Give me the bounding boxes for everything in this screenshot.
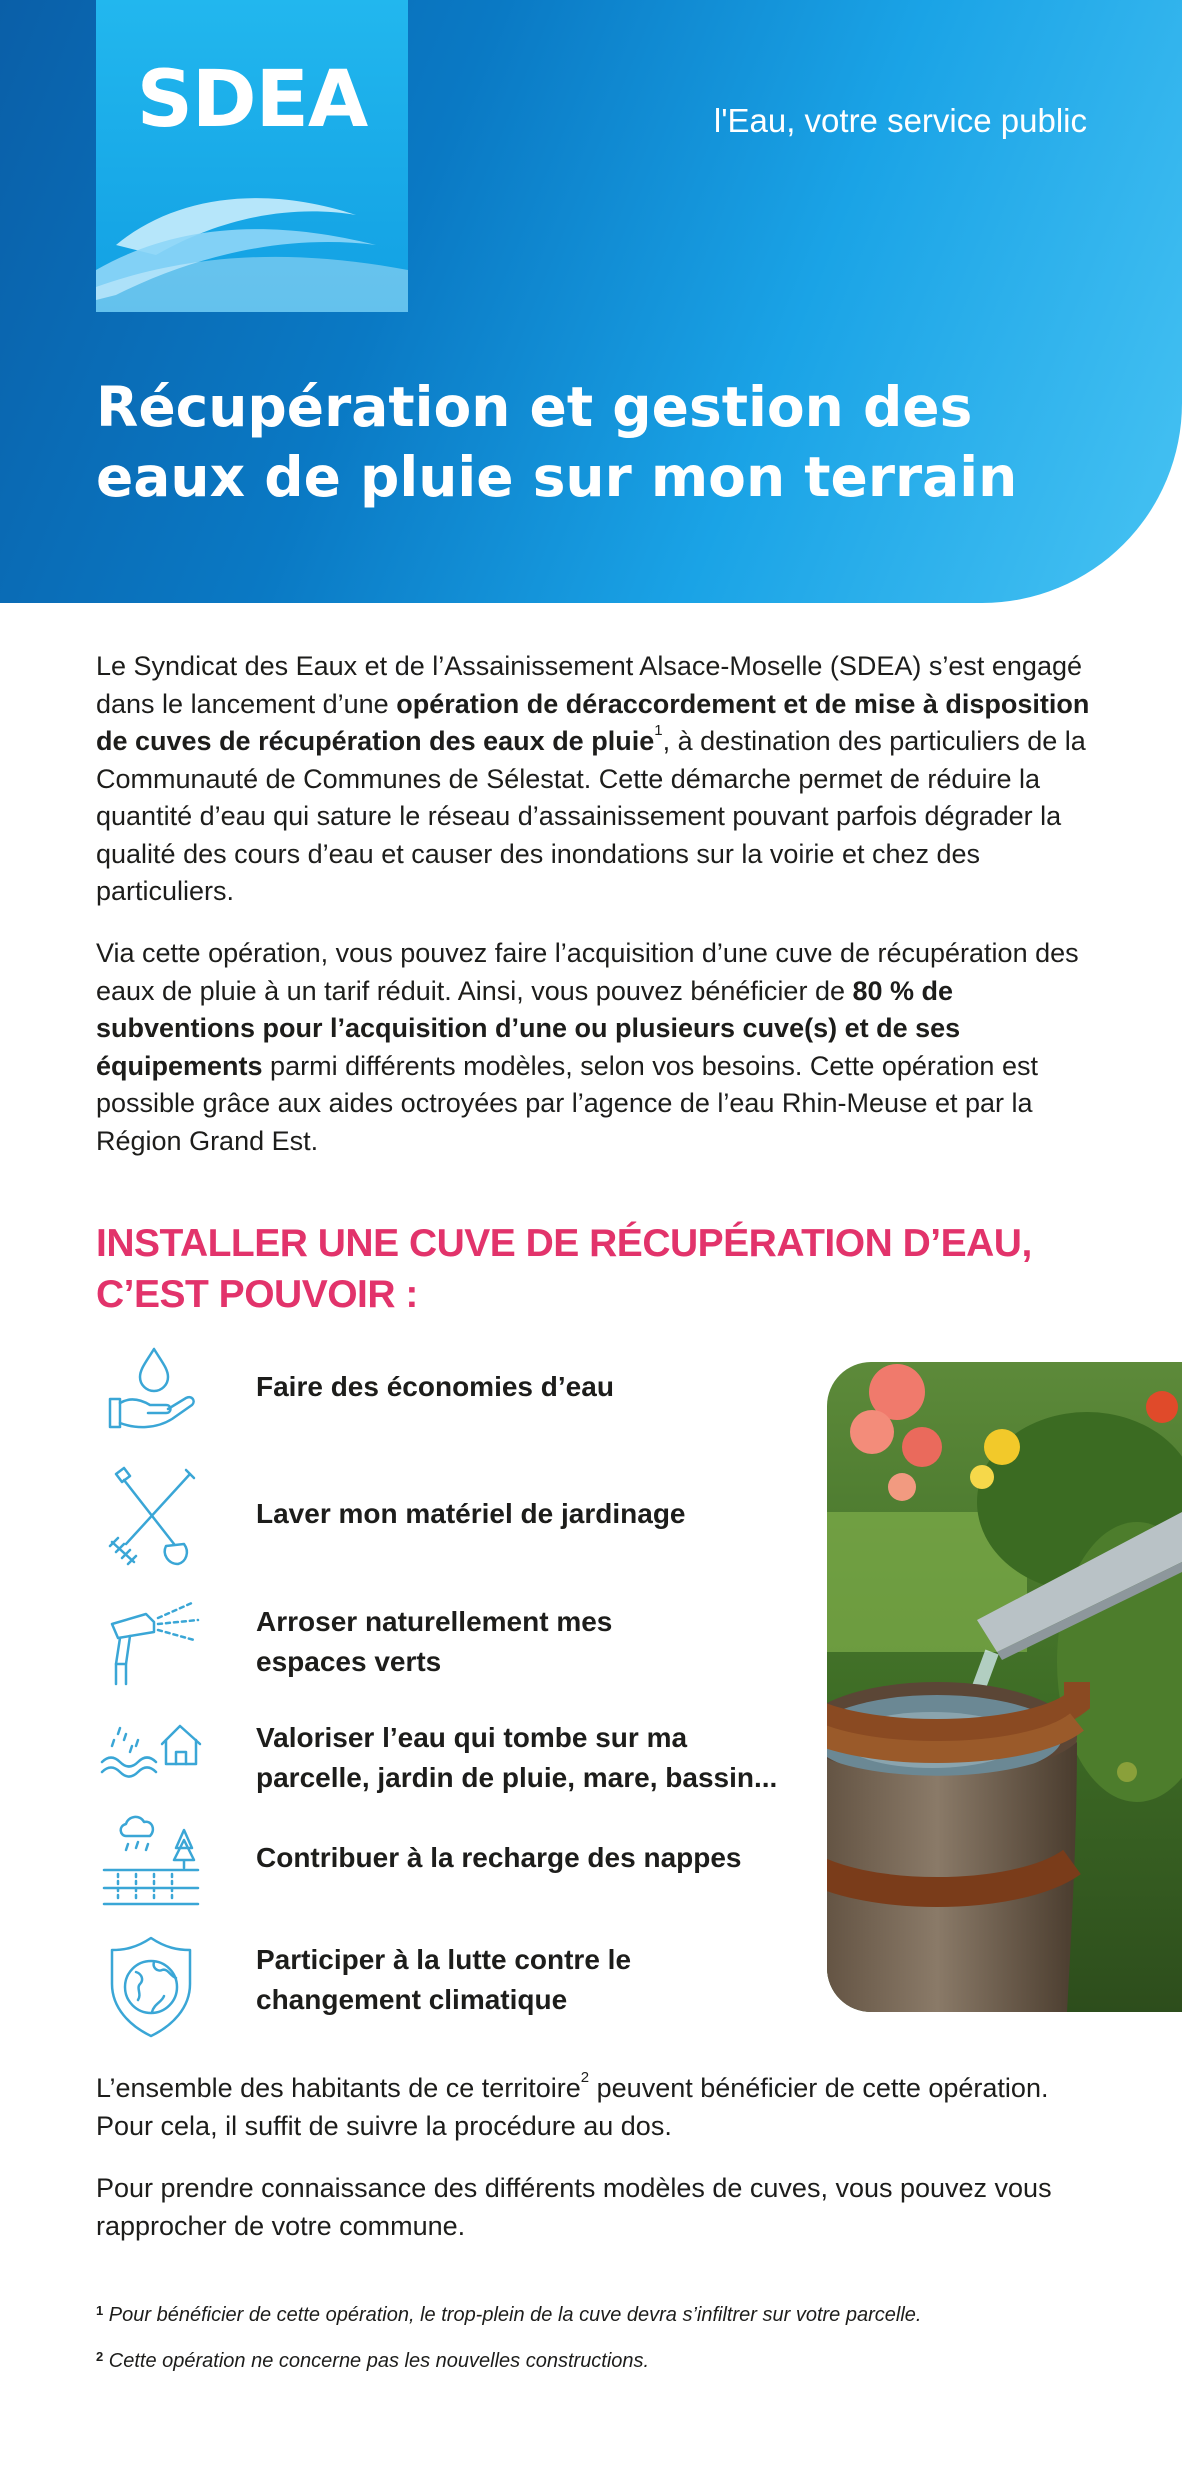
groundwater-recharge-icon xyxy=(96,1808,206,1918)
benefit-label xyxy=(256,1718,856,1798)
garden-tools-icon xyxy=(96,1462,206,1572)
footnote-text: Pour bénéficier de cette opération, le trop-plein de la cuve devra s’infiltrer sur votre parcelle. xyxy=(103,2304,922,2326)
water-drop-hand-icon xyxy=(96,1337,206,1447)
benefit-item xyxy=(96,1932,836,2042)
intro-text: Via cette opération, vous pouvez faire l’acquisition d’une cuve de récupération des eaux de pluie à un tarif réduit. Ainsi, vous pouvez bénéficier de xyxy=(96,938,1079,1006)
intro-paragraph-1 xyxy=(96,648,1096,911)
benefit-label: Contribuer à la recharge des nappes xyxy=(256,1842,742,1873)
sdea-logo xyxy=(96,0,408,312)
page-title xyxy=(96,372,1096,512)
outro-text: peuvent bénéficier de cette opération. Pour cela, il suffit de suivre la procédure au dos. xyxy=(96,2073,1049,2141)
title-line-2: eaux de pluie sur mon terrain xyxy=(96,445,1018,509)
intro-bold: opération de déraccordement et de mise à disposition de cuves de récupération des eaux de pluie xyxy=(96,688,1090,756)
benefit-item xyxy=(96,1592,836,1702)
benefit-label-line-1: Participer à la lutte contre le xyxy=(256,1944,632,1975)
rain-barrel-photo xyxy=(827,1362,1182,2012)
intro-text: parmi différents modèles, selon vos besoins. Cette opération est possible grâce aux aides octroyées par l’agence de l’eau Rhin-Meuse et par la Région Grand Est. xyxy=(96,1050,1038,1156)
outro-text: L’ensemble des habitants de ce territoire xyxy=(96,2073,581,2103)
benefit-item xyxy=(96,1808,836,1918)
header-banner xyxy=(0,0,1182,603)
intro-text: , à destination des particuliers de la Communauté de Communes de Sélestat. Cette démarche permet de réduire la quantité d’eau qui sature le réseau d’assainissement pouvant parfois dégrader la qualité des cours d’eau et causer des inondations sur la voirie et chez des particuliers. xyxy=(96,726,1086,906)
benefit-label: Faire des économies d’eau xyxy=(256,1371,614,1402)
house-water-icon xyxy=(96,1700,206,1810)
logo-text: SDEA xyxy=(136,55,368,145)
benefit-label-line-2: parcelle, jardin de pluie, mare, bassin... xyxy=(256,1762,778,1793)
benefit-item xyxy=(96,1700,836,1810)
benefit-label-line-1: Arroser naturellement mes xyxy=(256,1606,613,1637)
wave-icon xyxy=(96,175,408,312)
footnote-2 xyxy=(96,2350,649,2373)
benefit-label xyxy=(256,1940,856,2020)
outro-paragraph-1 xyxy=(96,2070,1096,2145)
footnote-ref-1: 1 xyxy=(654,722,663,739)
section-title xyxy=(96,1218,1096,1320)
benefit-label-line-2: espaces verts xyxy=(256,1646,442,1677)
benefit-item xyxy=(96,1462,836,1572)
benefit-label-line-2: changement climatique xyxy=(256,1984,568,2015)
benefit-label xyxy=(256,1602,856,1682)
title-line-1: Récupération et gestion des xyxy=(96,375,973,439)
outro-paragraph-2: Pour prendre connaissance des différents modèles de cuves, vous pouvez vous rapprocher de votre commune. xyxy=(96,2173,1052,2241)
footnote-text: Cette opération ne concerne pas les nouvelles constructions. xyxy=(103,2350,650,2372)
section-title-line-2: C’EST POUVOIR : xyxy=(96,1273,418,1316)
benefit-item xyxy=(96,1337,836,1447)
footnote-1 xyxy=(96,2304,921,2327)
globe-shield-icon xyxy=(96,1932,206,2042)
benefit-label-line-1: Valoriser l’eau qui tombe sur ma xyxy=(256,1722,688,1753)
section-title-line-1: INSTALLER UNE CUVE DE RÉCUPÉRATION D’EAU, xyxy=(96,1222,1032,1265)
intro-bold: 80 % de subventions pour l’acquisition d’une ou plusieurs cuve(s) et de ses équipements xyxy=(96,975,961,1081)
intro-text: Le Syndicat des Eaux et de l’Assainissement Alsace-Moselle (SDEA) s’est engagé dans le lancement d’une xyxy=(96,651,1083,719)
intro-paragraph-2 xyxy=(96,935,1096,1160)
tagline: l'Eau, votre service public xyxy=(713,102,1087,139)
benefit-label: Laver mon matériel de jardinage xyxy=(256,1498,686,1529)
footnote-ref-2: 2 xyxy=(580,2069,590,2086)
watering-nozzle-icon xyxy=(96,1592,206,1702)
rain-barrel-image xyxy=(827,1362,1182,2012)
footnote-number: 2 xyxy=(96,2349,104,2364)
footnote-number: 1 xyxy=(96,2303,104,2318)
